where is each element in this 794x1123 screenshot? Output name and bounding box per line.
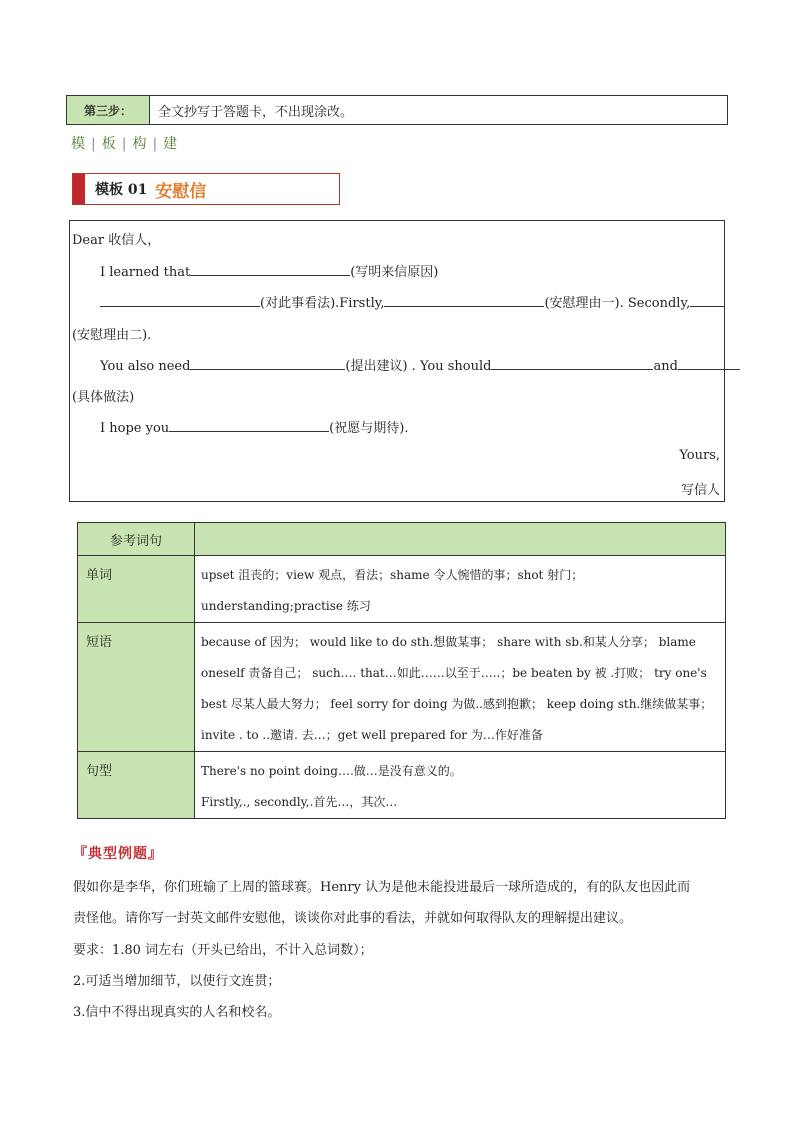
table-row [78, 752, 726, 819]
example-title: 『典型例题』 [73, 846, 163, 862]
table-row [78, 556, 726, 623]
step-box [66, 95, 728, 125]
nav-char: 板 [101, 136, 117, 152]
template-name: 安慰信 [155, 181, 207, 202]
row-content-words: upset 沮丧的；view 观点，看法；shame 令人惋惜的事；shot 射门； understanding;practise 练习 [195, 556, 726, 623]
example-paragraph-1: 假如你是李华，你们班输了上周的篮球赛。Henry 认为是他未能投进最后一球所造成的，有的队友也因此而 [73, 880, 691, 895]
letter-line-6: I hope you (祝愿与期待). [100, 417, 408, 436]
nav-char: 构 [132, 136, 148, 152]
template-nav: 模 | 板 | 构 | 建 [71, 136, 179, 152]
reference-header-blank [195, 523, 726, 556]
letter-line-5: (具体做法) [72, 390, 135, 405]
step-text: 全文抄写于答题卡，不出现涂改。 [158, 104, 354, 120]
row-content-sentences: There's no point doing….做…是没有意义的。 Firstly,., secondly,.首先…，其次… [195, 752, 726, 819]
template-number: 模板 01 [95, 182, 148, 198]
row-content-phrases: because of 因为； would like to do sth.想做某事； share with sb.和某人分享； blame oneself 责备自己； such…. that…如此……以至于…..；be beaten by 被 .打败； try one's best 尽某人最大努力； feel sorry for doing 为做..感到抱歉； keep doing sth.继续做某事； invite . to ..邀请. 去…；get well prepared for 为…作好准备 [195, 623, 726, 752]
template-title [72, 173, 340, 205]
letter-line-1: I learned that (写明来信原因) [100, 261, 438, 280]
letter-line-4: You also need (提出建议) . You should and [100, 355, 740, 374]
letter-line-2: (对此事看法).Firstly, (安慰理由一). Secondly, [100, 292, 724, 311]
reference-table [77, 522, 726, 819]
requirement-2: 2.可适当增加细节，以使行文连贯； [73, 974, 281, 989]
nav-char: 模 [71, 136, 86, 152]
row-label-sentences: 句型 [78, 752, 195, 819]
requirement-1: 要求：1.80 词左右（开头已给出，不计入总词数）； [73, 943, 373, 958]
letter-template [69, 220, 725, 502]
example-paragraph-2: 责怪他。请你写一封英文邮件安慰他，谈谈你对此事的看法，并就如何取得队友的理解提出建议。 [73, 911, 633, 926]
letter-greeting: Dear 收信人， [72, 233, 161, 248]
table-row [78, 623, 726, 752]
row-label-phrases: 短语 [78, 623, 195, 752]
row-label-words: 单词 [78, 556, 195, 623]
title-accent-bar [73, 174, 85, 204]
requirement-3: 3.信中不得出现真实的人名和校名。 [73, 1005, 281, 1020]
letter-signature: 写信人 [680, 483, 720, 498]
step-label: 第三步： [67, 96, 150, 124]
nav-char: 建 [163, 136, 179, 152]
letter-closing: Yours, [679, 448, 720, 463]
reference-header: 参考词句 [78, 523, 195, 556]
letter-line-3: (安慰理由二). [72, 328, 152, 343]
table-row [78, 523, 726, 556]
